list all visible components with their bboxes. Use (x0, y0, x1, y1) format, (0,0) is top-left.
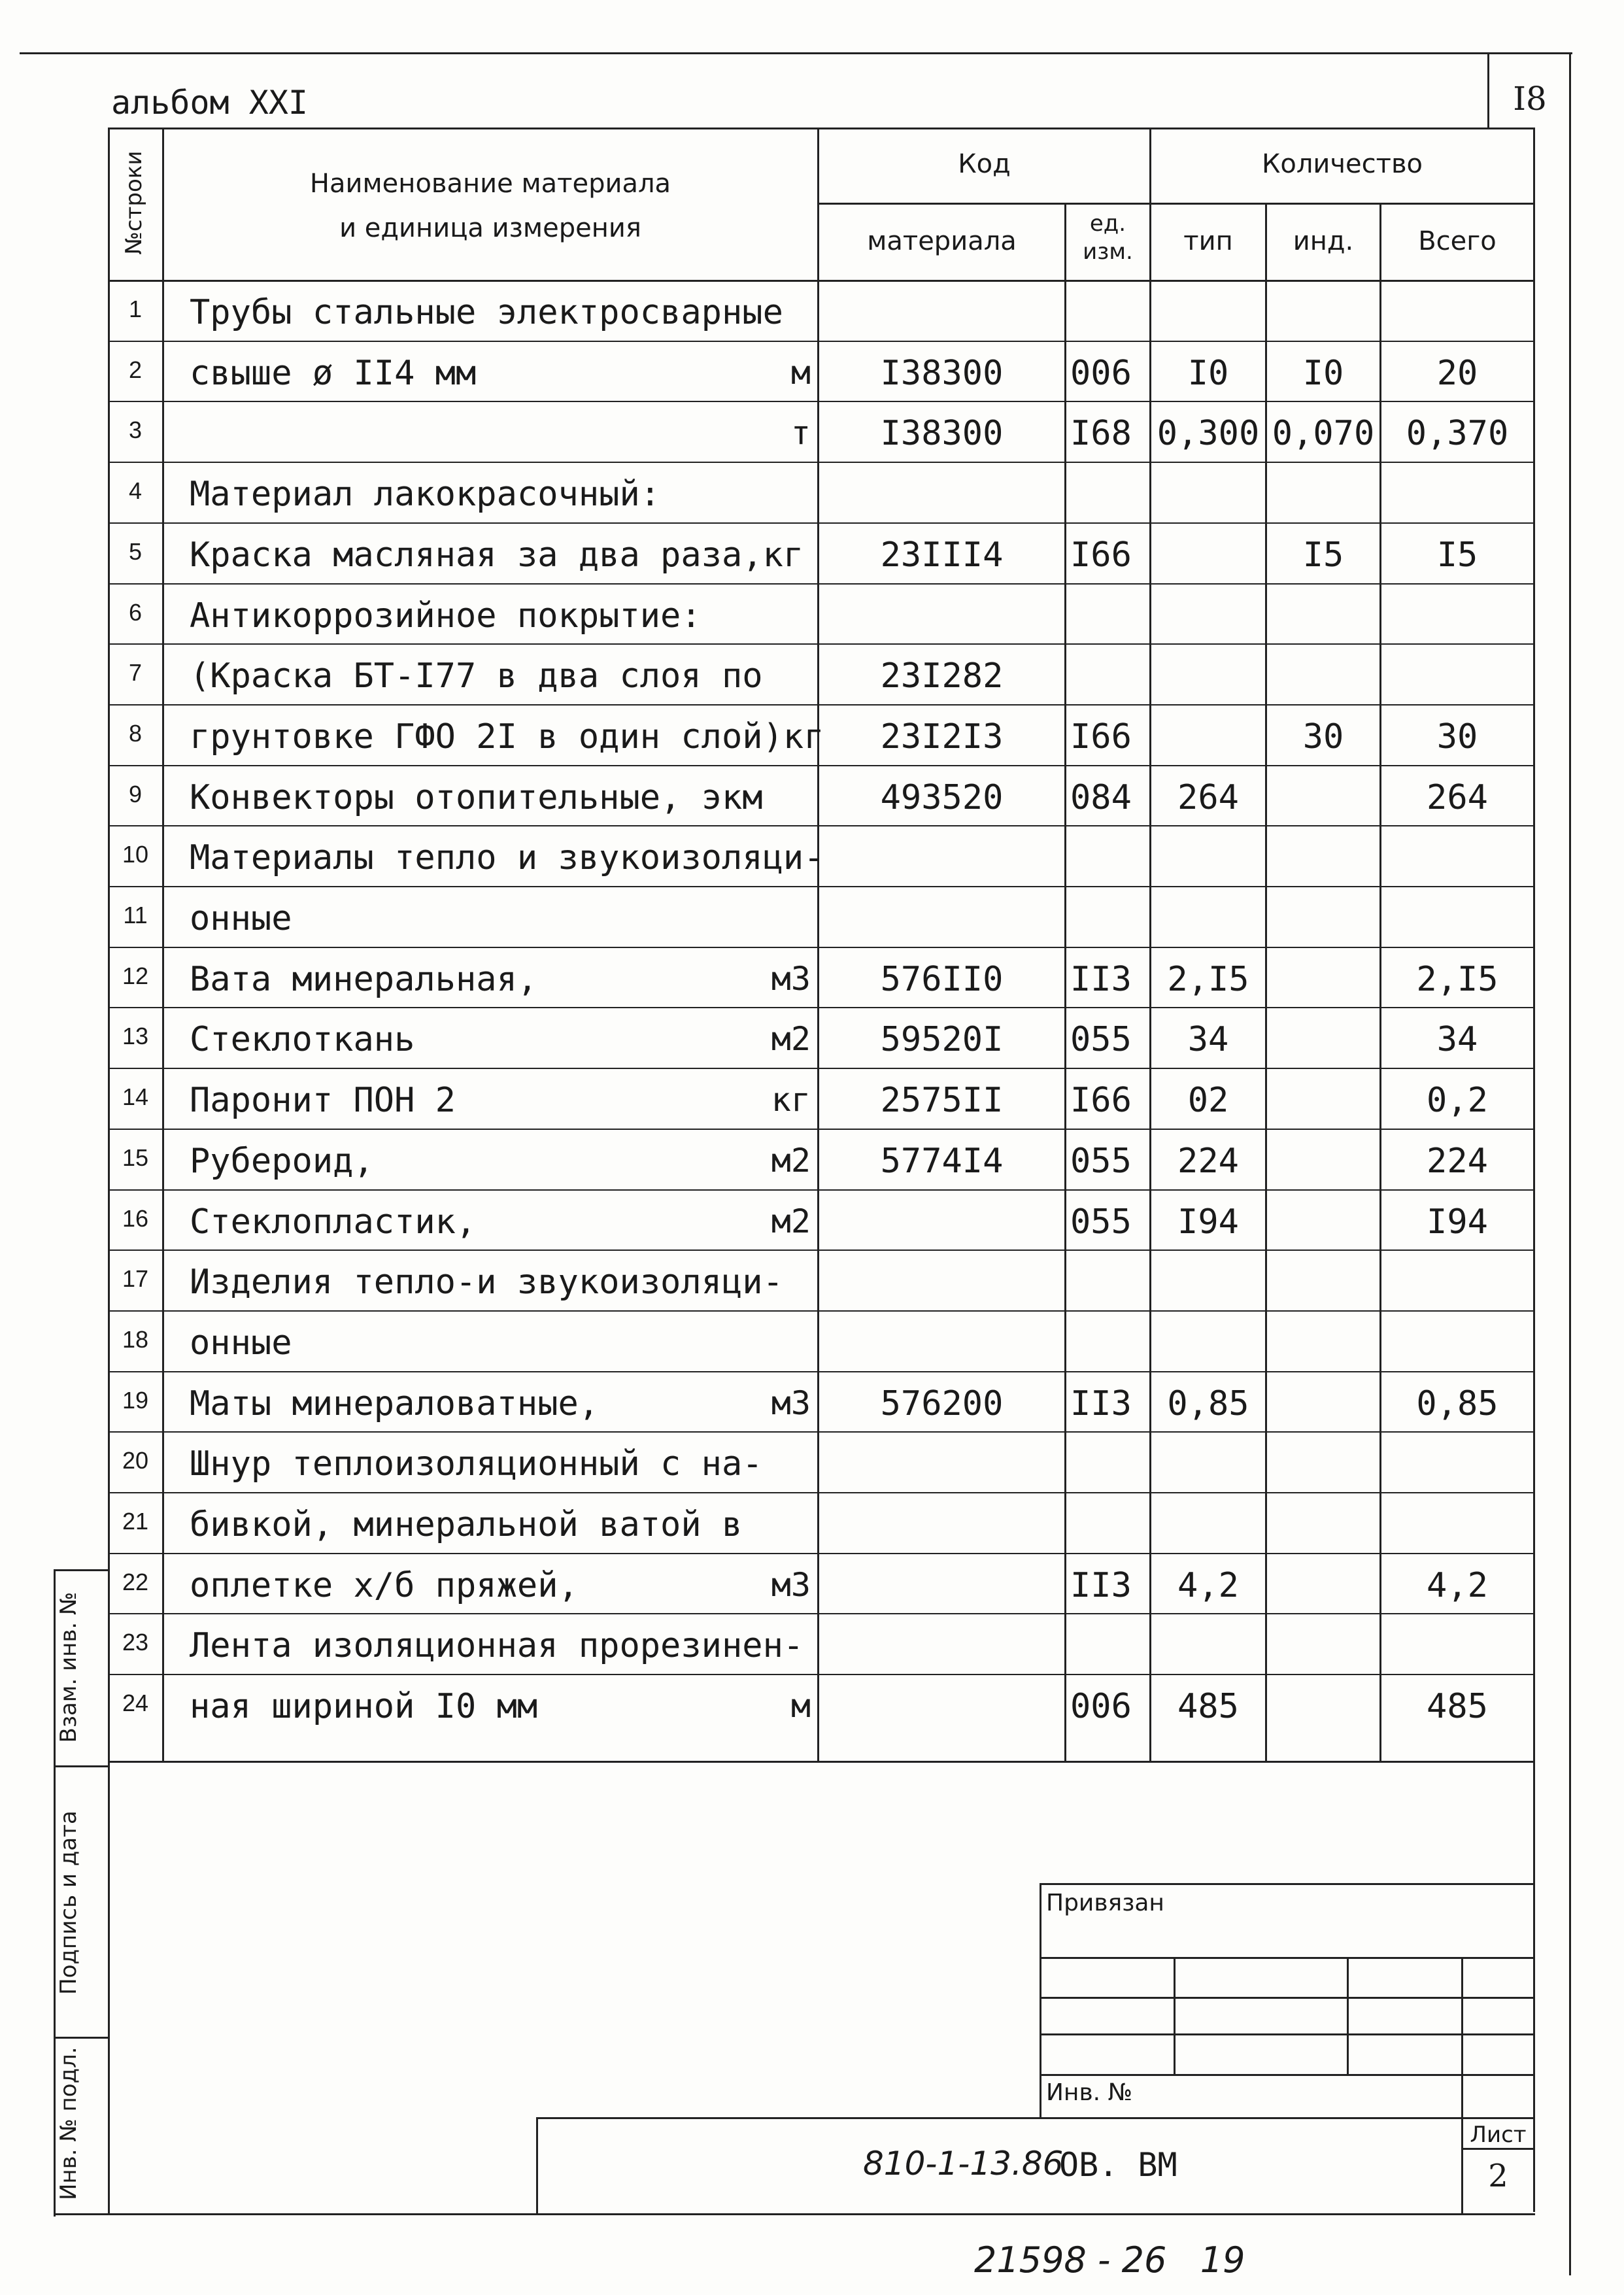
row-divider-line (108, 765, 1535, 766)
measure-unit: м3 (771, 1384, 811, 1422)
page-number: I8 (1513, 80, 1547, 118)
total-quantity-cell: 2,I5 (1416, 960, 1498, 999)
measure-unit: м (790, 354, 811, 392)
material-name: Шнур теплоизоляционный с на- (190, 1444, 763, 1484)
material-name: ная шириной I0 мм (190, 1687, 538, 1726)
material-name: Лента изоляционная прорезинен- (190, 1626, 804, 1665)
ind-header: инд. (1293, 226, 1354, 256)
row-number: 9 (128, 781, 143, 808)
row-number: 3 (128, 416, 143, 443)
type-quantity-cell: 4,2 (1177, 1566, 1239, 1605)
unit-code-cell: II3 (1070, 1384, 1132, 1423)
row-number: 17 (122, 1265, 149, 1292)
type-quantity-cell: 0,300 (1157, 414, 1260, 453)
unit-code-cell: I66 (1070, 536, 1132, 575)
row-divider-line (108, 1007, 1535, 1008)
sheet-number: 2 (1488, 2158, 1508, 2194)
material-name: Паронит ПОН 2 (190, 1081, 456, 1120)
row-divider-line (108, 825, 1535, 826)
type-quantity-cell: 02 (1187, 1081, 1229, 1120)
individual-quantity-cell: 0,070 (1272, 414, 1375, 453)
row-number: 5 (128, 538, 143, 565)
row-divider-line (108, 947, 1535, 948)
row-number: 8 (128, 720, 143, 747)
signature-date-label: Подпись и дата (56, 1810, 82, 1995)
doc-stamp-bottom (108, 2213, 1535, 2215)
row-divider-line (108, 1431, 1535, 1433)
unit-code-cell: 006 (1070, 1687, 1132, 1726)
row-number: 20 (122, 1447, 149, 1474)
material-name: Рубероид, (190, 1142, 374, 1181)
row-number: 7 (128, 659, 143, 686)
frame-top-line (20, 52, 1572, 54)
row-divider-line (108, 704, 1535, 706)
unit-code-cell: 055 (1070, 1202, 1132, 1242)
row-number: 6 (128, 599, 143, 626)
binding-col-line-1 (1174, 1957, 1176, 2074)
total-quantity-cell: 0,85 (1416, 1384, 1498, 1423)
material-name: Изделия тепло-и звукоизоляци- (190, 1263, 783, 1302)
individual-quantity-cell: I0 (1302, 354, 1344, 393)
row-divider-line (108, 1129, 1535, 1130)
unit-code-cell: I66 (1070, 717, 1132, 756)
row-number: 21 (122, 1508, 149, 1535)
material-name: (Краска БТ-I77 в два слоя по (190, 656, 763, 696)
material-name: Трубы стальные электросварные (190, 293, 783, 332)
row-divider-line (108, 1553, 1535, 1554)
row-divider-line (108, 1189, 1535, 1191)
row-number-header: №строки (121, 150, 147, 255)
album-label: альбом XXI (111, 84, 309, 122)
material-code-cell: I38300 (880, 354, 1004, 393)
material-name: Маты минераловатные, (190, 1384, 600, 1423)
doc-stamp-left (536, 2117, 538, 2215)
row-number: 11 (123, 902, 148, 928)
material-name: грунтовке ГФО 2I в один слой)кг (190, 717, 824, 756)
header-bottom-line (108, 280, 1535, 282)
row-number: 16 (122, 1205, 149, 1232)
side-stamp-divider-2 (54, 2037, 110, 2039)
material-name: оплетке х/б пряжей, (190, 1566, 579, 1605)
table-right-border (1533, 128, 1535, 1762)
material-name: Краска масляная за два раза,кг (190, 536, 804, 575)
sheet-box-divider (1461, 2148, 1535, 2150)
sheet-label: Лист (1470, 2122, 1527, 2148)
individual-quantity-cell: 30 (1302, 717, 1344, 756)
row-number: 23 (122, 1629, 149, 1656)
document-code-handwritten: 810-1-13.86 (863, 2145, 1064, 2183)
material-code-cell: 493520 (880, 778, 1004, 817)
total-quantity-cell: 0,370 (1406, 414, 1509, 453)
total-quantity-cell: 4,2 (1427, 1566, 1488, 1605)
material-name: Материалы тепло и звукоизоляци- (190, 838, 824, 877)
individual-quantity-cell: I5 (1302, 536, 1344, 575)
measure-unit: м (790, 1687, 811, 1725)
row-number: 15 (122, 1144, 149, 1171)
row-number: 2 (128, 356, 143, 383)
total-quantity-cell: 224 (1427, 1142, 1488, 1181)
replaced-inventory-label: Взам. инв. № (56, 1591, 82, 1743)
row-divider-line (108, 341, 1535, 342)
total-quantity-cell: 485 (1427, 1687, 1488, 1726)
total-header: Всего (1418, 226, 1497, 256)
row-number: 12 (122, 962, 149, 989)
measure-unit: м3 (771, 1566, 811, 1604)
measure-unit: т (790, 414, 811, 452)
material-name: бивкой, минеральной ватой в (190, 1505, 743, 1544)
unit-code-cell: 055 (1070, 1020, 1132, 1059)
material-name: Материал лакокрасочный: (190, 475, 661, 514)
row-divider-line (108, 1068, 1535, 1069)
row-number: 22 (122, 1569, 149, 1595)
material-name: Стеклопластик, (190, 1202, 477, 1242)
row-divider-line (108, 886, 1535, 887)
row-number: 14 (122, 1083, 149, 1110)
binding-label: Привязан (1046, 1890, 1164, 1916)
type-quantity-cell: 0,85 (1167, 1384, 1249, 1423)
row-divider-line (108, 583, 1535, 585)
name-header-line1: Наименование материала (309, 169, 671, 199)
measure-unit: м2 (771, 1202, 811, 1240)
material-code-cell: 576II0 (880, 960, 1004, 999)
type-quantity-cell: 2,I5 (1167, 960, 1249, 999)
original-inventory-label: Инв. № подл. (56, 2047, 82, 2200)
row-number: 10 (122, 841, 149, 868)
binding-box-left (1040, 1883, 1041, 2118)
row-number: 4 (128, 477, 143, 504)
binding-col-line-2 (1347, 1957, 1349, 2074)
table-bottom-line (108, 1761, 1535, 1763)
row-number: 24 (122, 1690, 149, 1716)
side-stamp-divider-1 (54, 1765, 110, 1767)
row-divider-line (108, 1250, 1535, 1251)
material-code-cell: 59520I (880, 1020, 1004, 1059)
row-number: 19 (122, 1387, 149, 1414)
total-quantity-cell: I94 (1427, 1202, 1488, 1242)
total-quantity-cell: 264 (1427, 778, 1488, 817)
unit-code-cell: II3 (1070, 1566, 1132, 1605)
row-number: 1 (128, 296, 143, 322)
material-name: Конвекторы отопительные, экм (190, 778, 763, 817)
name-header-line2: и единица измерения (339, 213, 641, 243)
material-code-cell: 2575II (880, 1081, 1004, 1120)
type-quantity-cell: 485 (1177, 1687, 1239, 1726)
total-quantity-cell: 34 (1436, 1020, 1478, 1059)
material-name: Вата минеральная, (190, 960, 538, 999)
row-divider-line (108, 1613, 1535, 1614)
unit-code-cell: 006 (1070, 354, 1132, 393)
row-divider-line (108, 462, 1535, 463)
material-name: свыше ø II4 мм (190, 354, 477, 393)
unit-code-cell: I68 (1070, 414, 1132, 453)
archive-number-handwritten: 21598 - 26 19 (974, 2239, 1245, 2281)
row-divider-line (108, 643, 1535, 645)
material-name: Стеклоткань (190, 1020, 415, 1059)
row-divider-line (108, 401, 1535, 402)
type-quantity-cell: 34 (1187, 1020, 1229, 1059)
row-number: 13 (122, 1023, 149, 1049)
type-quantity-cell: I94 (1177, 1202, 1239, 1242)
doc-stamp-top (536, 2117, 1535, 2119)
type-quantity-cell: 264 (1177, 778, 1239, 817)
row-divider-line (108, 1492, 1535, 1493)
row-divider-line (108, 1674, 1535, 1675)
material-code-cell: 5774I4 (880, 1142, 1004, 1181)
row-divider-line (108, 1371, 1535, 1372)
measure-unit: м2 (771, 1020, 811, 1058)
title-block-right (1533, 1761, 1535, 2212)
quantity-header: Количество (1261, 149, 1423, 179)
frame-right-line (1569, 52, 1571, 2275)
material-code-cell: 23III4 (880, 536, 1004, 575)
material-code-cell: 23I282 (880, 656, 1004, 696)
type-header: тип (1183, 226, 1233, 256)
side-stamp-bottom-line (54, 2213, 110, 2215)
side-stamp-top-line (54, 1569, 110, 1571)
total-quantity-cell: 30 (1436, 717, 1478, 756)
unit-header-line1: ед. (1089, 211, 1126, 237)
unit-header-line2: изм. (1083, 239, 1133, 265)
binding-col-line-3 (1461, 1957, 1463, 2118)
document-code-typed: ОВ. ВМ (1059, 2146, 1177, 2184)
unit-code-cell: 084 (1070, 778, 1132, 817)
material-name: Антикоррозийное покрытие: (190, 596, 702, 636)
material-code-cell: I38300 (880, 414, 1004, 453)
material-name: онные (190, 1323, 292, 1363)
row-divider-line (108, 522, 1535, 524)
header-top-line (108, 128, 1535, 129)
total-quantity-cell: 0,2 (1427, 1081, 1488, 1120)
inventory-number-label: Инв. № (1046, 2079, 1133, 2106)
unit-code-cell: I66 (1070, 1081, 1132, 1120)
row-number: 18 (122, 1326, 149, 1353)
total-quantity-cell: I5 (1436, 536, 1478, 575)
material-code-cell: 23I2I3 (880, 717, 1004, 756)
total-quantity-cell: 20 (1436, 354, 1478, 393)
unit-code-cell: 055 (1070, 1142, 1132, 1181)
measure-unit: кг (771, 1081, 811, 1119)
unit-code-cell: II3 (1070, 960, 1132, 999)
type-quantity-cell: I0 (1187, 354, 1229, 393)
measure-unit: м2 (771, 1142, 811, 1180)
row-divider-line (108, 1310, 1535, 1312)
material-code-header: материала (867, 226, 1017, 256)
material-code-cell: 576200 (880, 1384, 1004, 1423)
material-name: онные (190, 899, 292, 938)
binding-box-top (1040, 1883, 1535, 1885)
type-quantity-cell: 224 (1177, 1142, 1239, 1181)
code-header: Код (958, 149, 1011, 179)
page-number-box-left (1487, 52, 1489, 128)
measure-unit: м3 (771, 960, 811, 998)
header-mid-line (817, 203, 1535, 205)
